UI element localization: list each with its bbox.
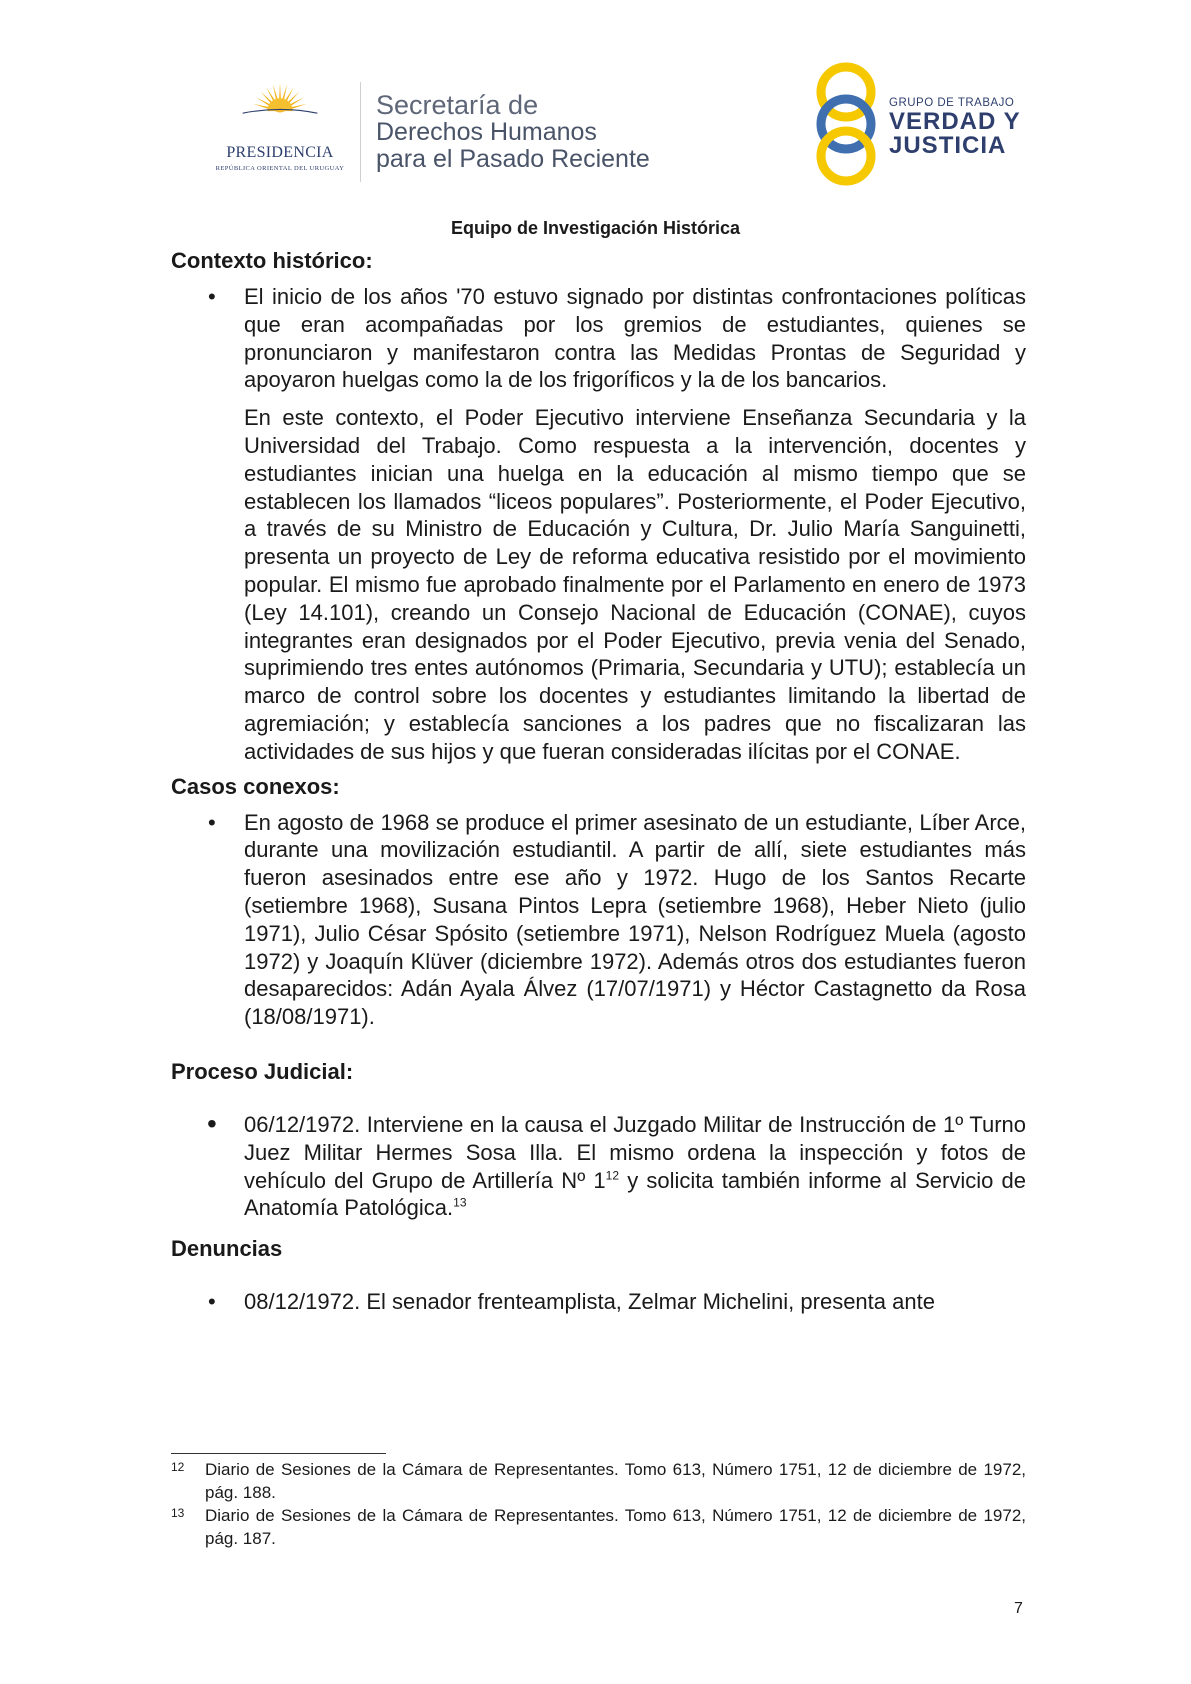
section-title-contexto: Contexto histórico:	[171, 248, 373, 273]
paragraph: En este contexto, el Poder Ejecutivo interviene Enseñanza Secundaria y la Universidad del Trabajo. Como respuesta a la intervención, docentes y estudiantes inician una huelga en la educación al mismo tiempo que se establecen los llamados “liceos populares”. Posteriormente, el Poder Ejecutivo, a través de su Ministro de Educación y Cultura, Dr. Julio María Sanguinetti, presenta un proyecto de Ley de reforma educativa resistido por el movimiento popular. El mismo fue aprobado finalmente por el Parlamento en enero de 1973 (Ley 14.101), creando un Consejo Nacional de Educación (CONAE), cuyos integrantes eran designados por el Poder Ejecutivo, previa venia del Senado, suprimiendo tres entes autónomos (Primaria, Secundaria y UTU); establecía un marco de control sobre los docentes y estudiantes limitando la libertad de agremiación; y establecía sanciones a los padres que no fiscalizaran las actividades de sus hijos y que fueran consideradas ilícitas por el CONAE.	[244, 405, 1026, 764]
page-header	[0, 58, 1191, 198]
secretaria-wordmark	[376, 92, 650, 173]
verdad-justicia-wordmark	[889, 96, 1021, 158]
footnote-number: 12	[171, 1460, 185, 1474]
presidencia-subtitle: REPÚBLICA ORIENTAL DEL URUGUAY	[215, 165, 345, 172]
secretaria-line-3: para el Pasado Reciente	[376, 145, 650, 173]
footnote-ref[interactable]: 13	[453, 1195, 467, 1210]
list-item	[171, 283, 1026, 394]
bullet-icon: •	[208, 809, 216, 835]
list-item	[171, 1288, 1026, 1316]
paragraph-text: 06/12/1972. Interviene en la causa el Juzgado Militar de Instrucción de 1º Turno Juez Militar Hermes Sosa Illa. El mismo ordena la inspección y fotos de vehículo del Grupo de Artillería Nº 1	[244, 1111, 1026, 1193]
grupo-line-1: GRUPO DE TRABAJO	[889, 97, 1015, 109]
paragraph-text: El inicio de los años '70 estuvo signado por distintas confrontaciones políticas que eran acompañadas por los gremios de estudiantes, quienes se pronunciaron y manifestaron contra las Medidas Prontas de Seguridad y apoyaron huelgas como la de los frigoríficos y la de los bancarios.	[244, 284, 1026, 393]
footnote-text: Diario de Sesiones de la Cámara de Representantes. Tomo 613, Número 1751, 12 de diciembre de 1972, pág. 188.	[205, 1460, 1026, 1502]
grupo-line-3: JUSTICIA	[889, 132, 1007, 159]
header-divider	[360, 82, 361, 182]
bullet-icon: •	[207, 1107, 217, 1139]
presidencia-wordmark: PRESIDENCIA	[226, 144, 334, 161]
section-title-denuncias: Denuncias	[171, 1236, 283, 1262]
secretaria-line-1: Secretaría de	[376, 90, 539, 120]
team-title: Equipo de Investigación Histórica	[450, 218, 741, 238]
secretaria-line-2: Derechos Humanos	[376, 118, 597, 146]
footnote-divider	[171, 1453, 386, 1454]
document-body	[171, 246, 1026, 1316]
section-title-proceso: Proceso Judicial:	[171, 1058, 354, 1084]
grupo-line-2: VERDAD Y	[889, 108, 1021, 135]
paragraph-text: y solicita también informe al Servicio de Anatomía Patológica.	[244, 1167, 1027, 1221]
footnote	[171, 1504, 1026, 1550]
bullet-icon: •	[208, 1289, 216, 1315]
footnote-number: 13	[171, 1506, 185, 1520]
list-item	[171, 809, 1026, 1031]
section-title-casos: Casos conexos:	[171, 773, 340, 799]
paragraph-text: En agosto de 1968 se produce el primer asesinato de un estudiante, Líber Arce, durante una movilización estudiantil. A partir de allí, siete estudiantes más fueron asesinados entre ese año y 1972. Hugo de los Santos Recarte (setiembre 1968), Susana Pintos Lepra (setiembre 1968), Heber Nieto (julio 1971), Julio César Spósito (setiembre 1971), Nelson Rodríguez Muela (agosto 1972) y Joaquín Klüver (diciembre 1972). Además otros dos estudiantes fueron desaparecidos: Adán Ayala Álvez (17/07/1971) y Héctor Castagnetto da Rosa (18/08/1971).	[244, 809, 1026, 1030]
list-item	[171, 1107, 1027, 1222]
footnotes	[171, 1458, 1026, 1550]
footnote	[171, 1458, 1026, 1504]
footnote-text: Diario de Sesiones de la Cámara de Representantes. Tomo 613, Número 1751, 12 de diciembre de 1972, pág. 187.	[205, 1506, 1026, 1548]
bullet-icon: •	[208, 284, 216, 309]
footnote-ref[interactable]: 12	[605, 1168, 620, 1183]
paragraph-text: 08/12/1972. El senador frenteamplista, Zelmar Michelini, presenta ante	[244, 1289, 935, 1315]
page-number: 7	[1014, 1600, 1023, 1617]
